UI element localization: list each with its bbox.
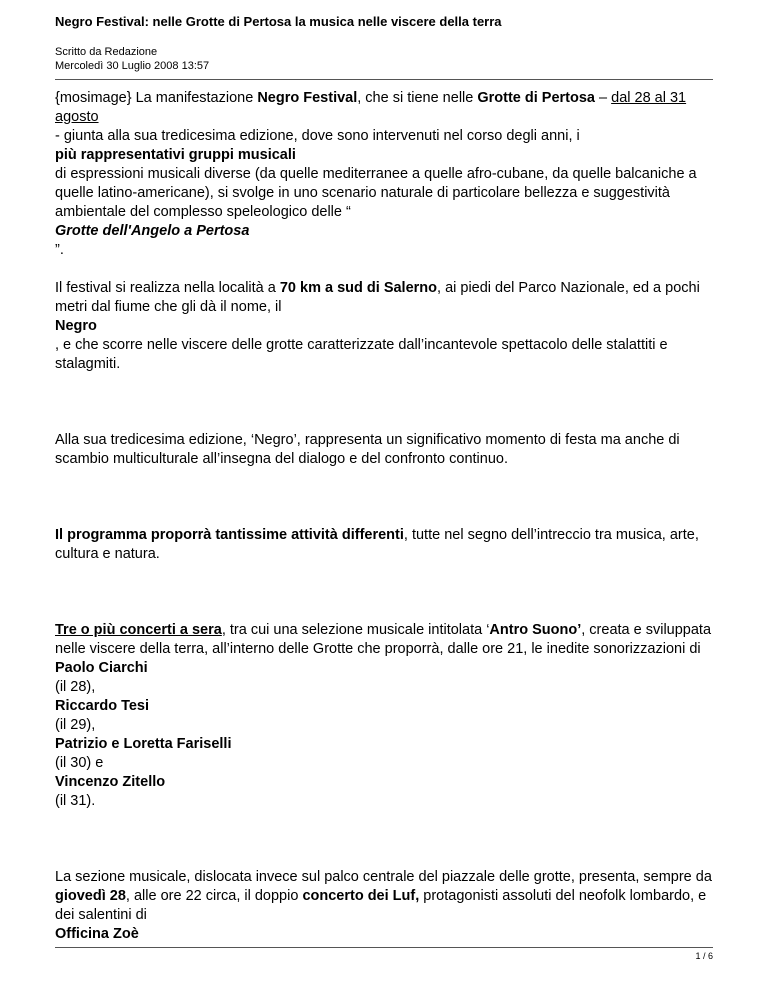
date-line: Mercoledì 30 Luglio 2008 13:57 <box>55 60 210 72</box>
text-run: protagonisti assoluti del neofolk lombardo, e dei salentini di <box>55 888 707 923</box>
artist-name: Riccardo Tesi <box>55 698 150 714</box>
paragraph-location <box>55 279 713 317</box>
paragraph-line: Grotte dell'Angelo a Pertosa <box>55 223 250 239</box>
text-run: , tra cui una selezione musicale intitolata ‘ <box>221 622 490 638</box>
paragraph-line: di espressioni musicali diverse (da quelle mediterranee a quelle afro-cubane, da quelle balcaniche a quelle latino-americane), si svolge in uno scenario naturale di particolare bellezza e suggestività ambientale del complesso speleologico delle “ <box>55 166 697 220</box>
artist-date: (il 29), <box>55 717 96 733</box>
byline <box>55 45 209 73</box>
luf-concert: concerto dei Luf, <box>302 888 420 904</box>
artist-date: (il 31). <box>55 793 96 809</box>
date-highlight: giovedì 28 <box>55 888 126 904</box>
paragraph-line: ”. <box>55 242 64 258</box>
text-run: , alle ore 22 circa, il doppio <box>125 888 303 904</box>
artist-date: (il 28), <box>55 679 96 695</box>
text-run: Il festival si realizza nella località a <box>55 280 280 296</box>
text-run: , tutte nel segno dell’intreccio tra musica, arte, cultura e natura. <box>55 527 699 562</box>
paragraph-line: , e che scorre nelle viscere delle grotte caratterizzate dall’incantevole spettacolo delle stalattiti e stalagmiti. <box>55 337 668 372</box>
paragraph-line: più rappresentativi gruppi musicali <box>55 147 296 163</box>
paragraph-line: - giunta alla sua tredicesima edizione, dove sono intervenuti nel corso degli anni, i <box>55 128 580 144</box>
footer-divider <box>55 947 713 948</box>
article-title: Negro Festival: nelle Grotte di Pertosa la musica nelle viscere della terra <box>55 14 502 29</box>
program-heading: Il programma proporrà tantissime attività differenti <box>55 527 404 543</box>
artist-name: Vincenzo Zitello <box>55 774 166 790</box>
artist-name: Paolo Ciarchi <box>55 660 148 676</box>
location-name: Grotte di Pertosa <box>477 90 595 106</box>
paragraph-concerts <box>55 621 713 659</box>
paragraph-music-section <box>55 868 713 925</box>
river-name: Negro <box>55 318 97 334</box>
text-run: , che si tiene nelle <box>357 90 478 106</box>
text-run: , creata e sviluppata nelle viscere della terra, all’interno delle Grotte che proporrà, dalle ore 21, le inedite sonorizzazioni di <box>55 622 712 657</box>
paragraph-edition: Alla sua tredicesima edizione, ‘Negro’, rappresenta un significativo momento di festa ma anche di scambio multiculturale all’insegna del dialogo e del confronto continuo. <box>55 432 680 467</box>
text-run: La sezione musicale, dislocata invece sul palco centrale del piazzale delle grotte, presenta, sempre da <box>55 869 712 885</box>
artist-name: Patrizio e Loretta Fariselli <box>55 736 232 752</box>
band-name: Officina Zoè <box>55 926 139 942</box>
concerts-heading: Tre o più concerti a sera <box>55 622 222 638</box>
festival-dates: dal 28 al 31 agosto <box>55 90 687 125</box>
page-number: 1 / 6 <box>695 951 713 961</box>
text-run: {mosimage} La manifestazione <box>55 90 258 106</box>
text-run: – <box>595 90 612 106</box>
distance-text: 70 km a sud di Salerno <box>279 280 438 296</box>
artist-date: (il 30) e <box>55 755 104 771</box>
paragraph-intro <box>55 89 713 127</box>
author-line: Scritto da Redazione <box>55 46 158 58</box>
text-run: , ai piedi del Parco Nazionale, ed a pochi metri dal fiume che gli dà il nome, il <box>55 280 700 315</box>
antro-suono: Antro Suono’ <box>489 622 582 638</box>
paragraph-program <box>55 526 713 564</box>
festival-name: Negro Festival <box>257 90 358 106</box>
article-body <box>55 89 713 944</box>
header-divider <box>55 79 713 80</box>
